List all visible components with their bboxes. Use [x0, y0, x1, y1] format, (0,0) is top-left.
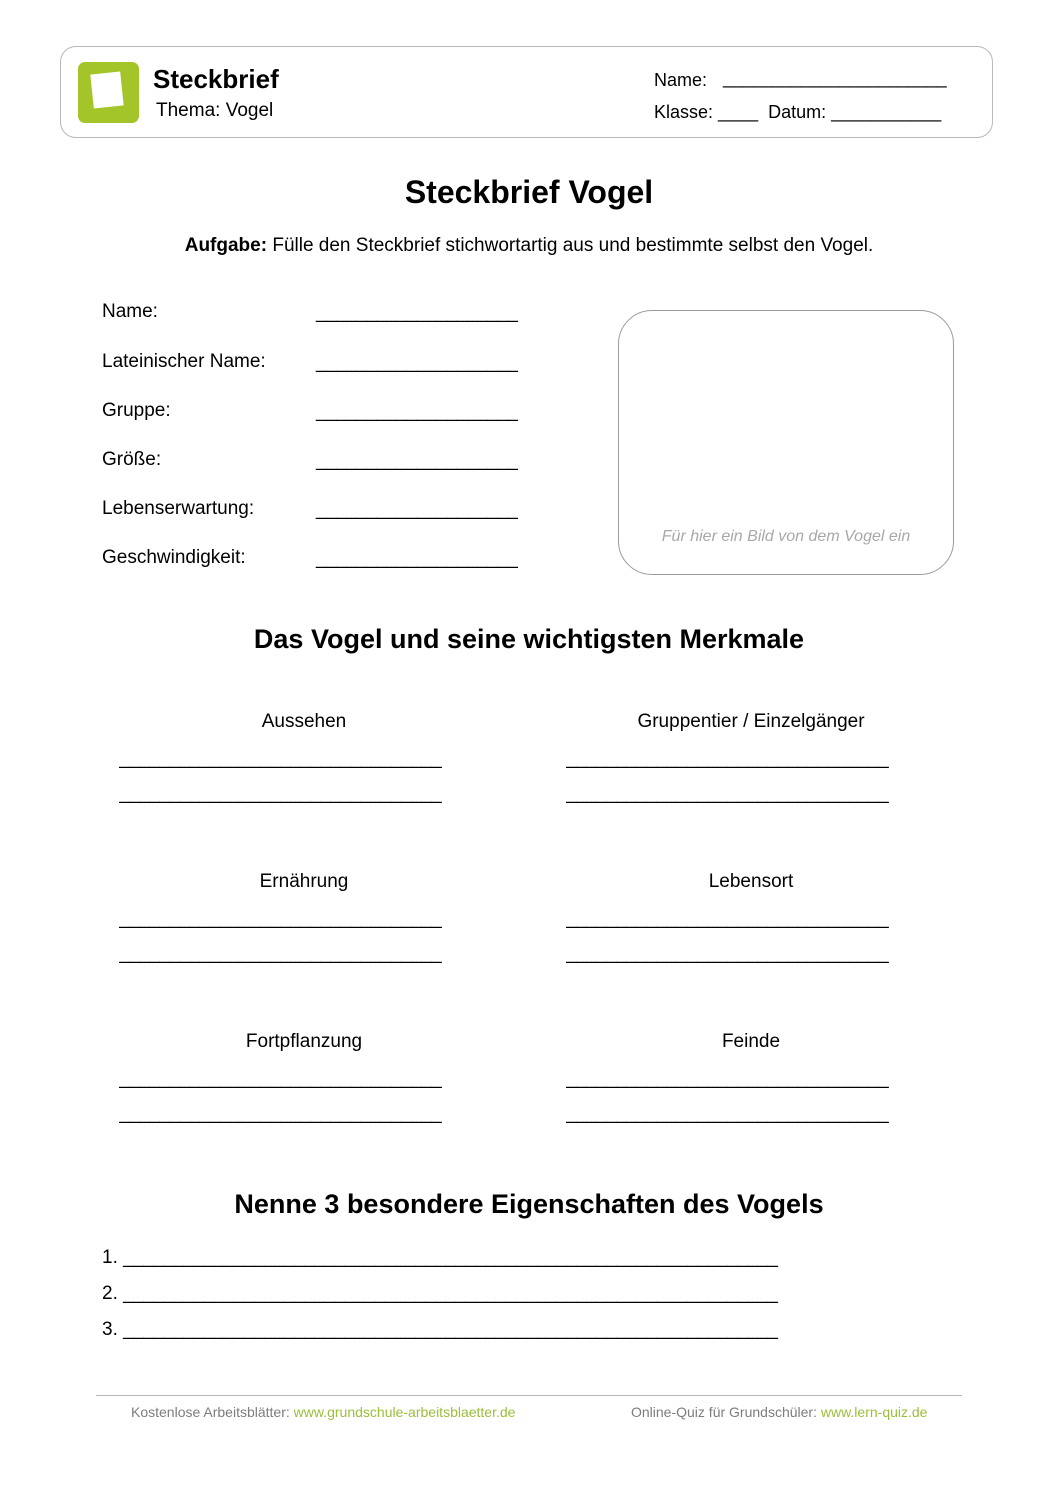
row-number: 2.: [102, 1283, 118, 1304]
trait-label-appearance: Aussehen: [261, 711, 347, 732]
footer-left-link[interactable]: www.grundschule-arbeitsblaetter.de: [293, 1404, 516, 1420]
field-label-latin-name: Lateinischer Name:: [102, 351, 266, 372]
field-input-lifespan[interactable]: ____________________: [316, 499, 518, 520]
numbered-input-1[interactable]: _________________________________________________________________: [123, 1247, 778, 1268]
task-text: Fülle den Steckbrief stichwortartig aus und bestimmte selbst den Vogel.: [267, 235, 874, 256]
klasse-label: Klasse:: [654, 102, 714, 122]
trait-label-social: Gruppentier / Einzelgänger: [637, 711, 865, 732]
field-input-group[interactable]: ____________________: [316, 401, 518, 422]
trait-input-social-1[interactable]: ________________________________: [566, 748, 889, 769]
trait-label-reproduction: Fortpflanzung: [245, 1031, 363, 1052]
header-subtitle: Thema: Vogel: [156, 100, 274, 121]
footer-right-label: Online-Quiz für Grundschüler:: [631, 1404, 821, 1420]
numbered-row-2: [102, 1283, 778, 1305]
trait-input-social-2[interactable]: ________________________________: [566, 783, 889, 804]
header-name-label: Name:: [654, 70, 708, 90]
trait-label-habitat: Lebensort: [708, 871, 794, 892]
trait-input-appearance-1[interactable]: ________________________________: [119, 748, 442, 769]
field-input-name[interactable]: ____________________: [316, 302, 518, 323]
field-input-latin-name[interactable]: ____________________: [316, 352, 518, 373]
task-label: Aufgabe:: [184, 235, 268, 256]
footer-right: [631, 1404, 927, 1420]
task-instruction: [0, 235, 1058, 257]
trait-input-diet-1[interactable]: ________________________________: [119, 908, 442, 929]
header-title: Steckbrief: [153, 64, 279, 94]
trait-input-reproduction-1[interactable]: ________________________________: [119, 1068, 442, 1089]
footer-left: [131, 1404, 515, 1420]
trait-input-enemies-2[interactable]: ________________________________: [566, 1103, 889, 1124]
numbered-input-3[interactable]: _________________________________________________________________: [123, 1319, 778, 1340]
header-name-field[interactable]: _______________________: [723, 68, 947, 88]
field-input-size[interactable]: ____________________: [316, 450, 518, 471]
logo-icon: [78, 62, 139, 123]
section-title-properties: Nenne 3 besondere Eigenschaften des Vogels: [234, 1189, 824, 1219]
row-number: 3.: [102, 1319, 118, 1340]
numbered-input-2[interactable]: _________________________________________________________________: [123, 1283, 778, 1304]
header-klasse-row: [654, 102, 941, 123]
section-title-features: Das Vogel und seine wichtigsten Merkmale: [253, 624, 805, 654]
field-label-speed: Geschwindigkeit:: [102, 547, 246, 568]
trait-input-habitat-2[interactable]: ________________________________: [566, 943, 889, 964]
trait-input-appearance-2[interactable]: ________________________________: [119, 783, 442, 804]
row-number: 1.: [102, 1247, 118, 1268]
trait-input-reproduction-2[interactable]: ________________________________: [119, 1103, 442, 1124]
footer-right-link[interactable]: www.lern-quiz.de: [820, 1404, 928, 1420]
field-label-name: Name:: [102, 301, 158, 322]
photo-placeholder-caption: Für hier ein Bild von dem Vogel ein: [661, 528, 911, 545]
field-input-speed[interactable]: ____________________: [316, 548, 518, 569]
datum-field[interactable]: ___________: [831, 102, 942, 122]
numbered-row-3: [102, 1319, 778, 1341]
trait-input-enemies-1[interactable]: ________________________________: [566, 1068, 889, 1089]
field-label-size: Größe:: [102, 449, 162, 470]
logo-inner-shape: [90, 72, 123, 109]
trait-label-diet: Ernährung: [259, 871, 349, 892]
numbered-row-1: [102, 1247, 778, 1269]
field-label-lifespan: Lebenserwartung:: [102, 498, 255, 519]
datum-label: Datum:: [768, 102, 827, 122]
field-label-group: Gruppe:: [102, 400, 171, 421]
trait-input-diet-2[interactable]: ________________________________: [119, 943, 442, 964]
trait-input-habitat-1[interactable]: ________________________________: [566, 908, 889, 929]
footer-left-label: Kostenlose Arbeitsblätter:: [131, 1404, 294, 1420]
footer-divider: [96, 1395, 962, 1396]
page-title: Steckbrief Vogel: [404, 174, 654, 210]
klasse-field[interactable]: ____: [718, 102, 759, 122]
trait-label-enemies: Feinde: [721, 1031, 781, 1052]
